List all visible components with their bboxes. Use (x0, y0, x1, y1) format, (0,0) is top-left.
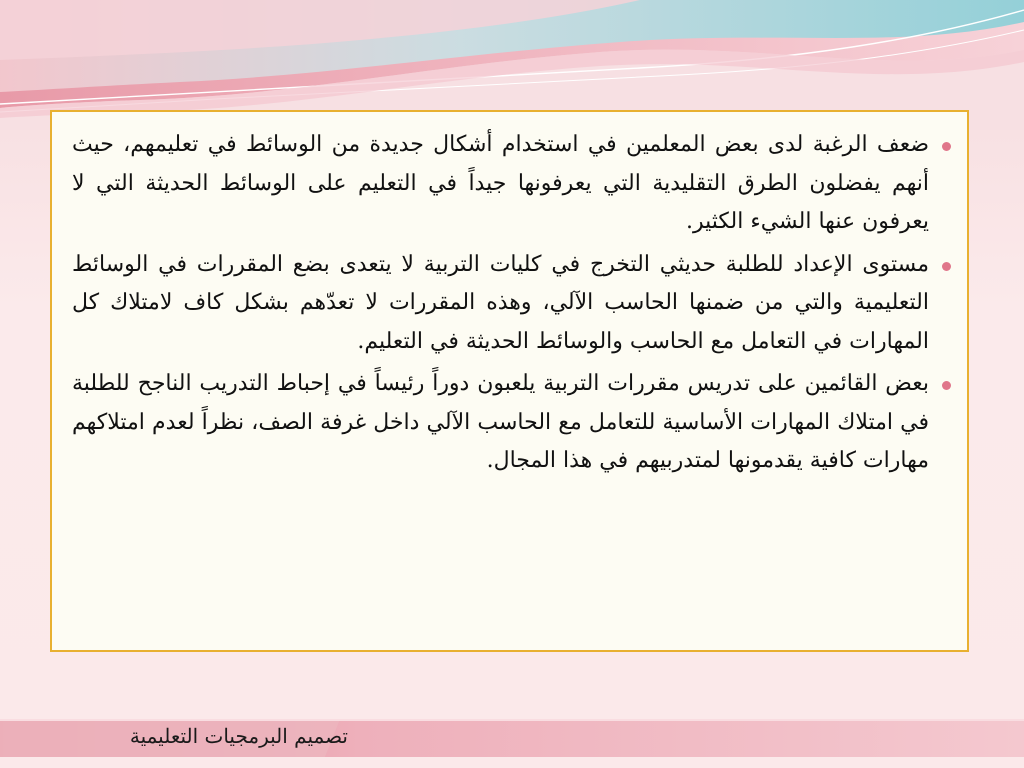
bullet-text: ضعف الرغبة لدى بعض المعلمين في استخدام أشكال جديدة من الوسائط في تعليمهم، حيث أنهم يفضلون الطرق التقليدية التي يعرفونها جيداً في التعليم على الوسائط الحديثة التي لا يعرفون عنها الشيء الكثير. (72, 132, 929, 234)
bullet-text: مستوى الإعداد للطلبة حديثي التخرج في كليات التربية لا يتعدى بضع المقررات في الوسائط التعليمية والتي من ضمنها الحاسب الآلي، وهذه المقررات لا تعدّهم بشكل كاف لامتلاك كل المهارات في التعامل مع الحاسب والوسائط الحديثة في التعليم. (72, 251, 929, 354)
footer-title: تصميم البرمجيات التعليمية (129, 724, 348, 748)
bullet-item (72, 246, 953, 362)
bullet-item (72, 126, 953, 242)
bullet-item (72, 365, 953, 481)
bullet-dot-icon (942, 381, 951, 390)
bullet-dot-icon (942, 262, 951, 271)
bullet-list (72, 126, 953, 481)
bullet-dot-icon (942, 142, 951, 151)
bullet-text: بعض القائمين على تدريس مقررات التربية يلعبون دوراً رئيساً في إحباط التدريب الناجح للطلبة في امتلاك المهارات الأساسية للتعامل مع الحاسب الآلي داخل غرفة الصف، نظراً لعدم امتلاكهم مهارات كافية يقدمونها لمتدربيهم في هذا المجال. (72, 371, 929, 473)
content-box (50, 110, 969, 652)
